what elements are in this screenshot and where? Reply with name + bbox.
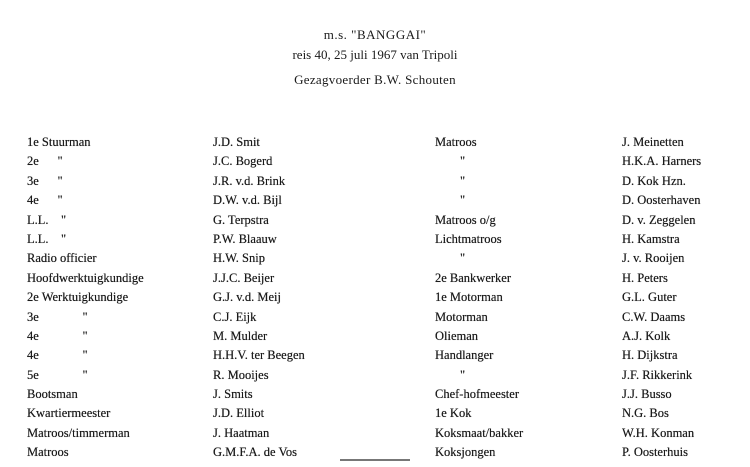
crew-name: H.K.A. Harners bbox=[622, 154, 702, 169]
crew-rank: Koksmaat/bakker bbox=[435, 425, 524, 440]
crew-name: J. Meinetten bbox=[622, 135, 684, 149]
crew-name: J.D. Smit bbox=[213, 135, 260, 149]
crew-name: G.L. Guter bbox=[622, 290, 677, 305]
crew-rank: 2e Bankwerker bbox=[435, 270, 512, 285]
crew-rank: 3e " bbox=[27, 309, 88, 324]
crew-rank: 1e Stuurman bbox=[27, 135, 91, 149]
crew-rank: L.L. " bbox=[27, 231, 67, 246]
crew-name: D. Oosterhaven bbox=[622, 193, 701, 208]
crew-rank: 1e Kok bbox=[435, 406, 472, 421]
footer-mark bbox=[340, 459, 410, 467]
crew-name: W.H. Konman bbox=[622, 425, 695, 440]
crew-rank: Bootsman bbox=[27, 387, 78, 402]
crew-name: D. Kok Hzn. bbox=[622, 173, 686, 188]
crew-name: J.R. v.d. Brink bbox=[213, 173, 286, 188]
crew-name: C.J. Eijk bbox=[213, 309, 257, 324]
crew-rank: Lichtmatroos bbox=[435, 231, 502, 246]
crew-name: A.J. Kolk bbox=[622, 328, 671, 343]
crew-rank: Hoofdwerktuigkundige bbox=[27, 270, 144, 285]
crew-rank: Matroos bbox=[27, 445, 69, 460]
crew-rank: " bbox=[435, 193, 466, 208]
crew-rank: 5e " bbox=[27, 367, 88, 382]
crew-rank: " bbox=[435, 154, 466, 169]
crew-name: J.J. Busso bbox=[622, 387, 672, 402]
crew-name: D.W. v.d. Bijl bbox=[213, 193, 282, 208]
crew-name: G.J. v.d. Meij bbox=[213, 290, 281, 305]
crew-rank: Matroos/timmerman bbox=[27, 425, 130, 440]
crew-name: J. v. Rooijen bbox=[622, 251, 685, 266]
crew-name: H. Peters bbox=[622, 270, 668, 285]
crew-rank: Koksjongen bbox=[435, 445, 496, 460]
crew-rank: 3e " bbox=[27, 173, 63, 188]
crew-name: N.G. Bos bbox=[622, 406, 669, 421]
crew-rank: Olieman bbox=[435, 328, 479, 343]
crew-name: C.W. Daams bbox=[622, 309, 686, 324]
crew-rank: Chef-hofmeester bbox=[435, 387, 519, 402]
crew-rank: 2e Werktuigkundige bbox=[27, 290, 129, 305]
crew-rank: " bbox=[435, 367, 466, 382]
crew-name: J. Haatman bbox=[213, 425, 270, 440]
crew-rank: Matroos bbox=[435, 135, 477, 149]
crew-name: J.D. Elliot bbox=[213, 406, 265, 421]
voyage-line: reis 40, 25 juli 1967 van Tripoli bbox=[292, 47, 458, 62]
crew-name: J.F. Rikkerink bbox=[622, 367, 693, 382]
ship-title: m.s. "BANGGAI" bbox=[323, 27, 427, 42]
crew-name: G. Terpstra bbox=[213, 212, 269, 227]
crew-name: D. v. Zeggelen bbox=[622, 212, 696, 227]
crew-name: J. Smits bbox=[213, 387, 253, 402]
crew-name: M. Mulder bbox=[213, 328, 268, 343]
crew-rank: Handlanger bbox=[435, 348, 494, 363]
crew-name: R. Mooijes bbox=[213, 367, 269, 382]
crew-rank: Matroos o/g bbox=[435, 212, 496, 227]
crew-name: H.H.V. ter Beegen bbox=[213, 348, 305, 363]
crew-rank: 4e " bbox=[27, 328, 88, 343]
crew-name: H. Dijkstra bbox=[622, 348, 678, 363]
crew-rank: Kwartiermeester bbox=[27, 406, 111, 421]
crew-rank: Motorman bbox=[435, 309, 488, 324]
left-ranks-column bbox=[27, 133, 207, 463]
crew-name: P. Oosterhuis bbox=[622, 445, 688, 460]
crew-rank: 1e Motorman bbox=[435, 290, 503, 305]
crew-name: H.W. Snip bbox=[213, 251, 265, 266]
right-names-column bbox=[622, 133, 747, 463]
right-ranks-column bbox=[435, 133, 615, 463]
crew-rank: " bbox=[435, 251, 466, 266]
left-names-column bbox=[213, 133, 423, 463]
crew-rank: " bbox=[435, 173, 466, 188]
crew-name: G.M.F.A. de Vos bbox=[213, 445, 297, 460]
crew-rank: L.L. " bbox=[27, 212, 67, 227]
captain-line: Gezagvoerder B.W. Schouten bbox=[294, 72, 456, 87]
crew-name: H. Kamstra bbox=[622, 231, 680, 246]
crew-rank: 4e " bbox=[27, 348, 88, 363]
crew-name: J.J.C. Beijer bbox=[213, 270, 275, 285]
crew-name: P.W. Blaauw bbox=[213, 231, 277, 246]
crew-name: J.C. Bogerd bbox=[213, 154, 273, 169]
crew-rank: 2e " bbox=[27, 154, 63, 169]
crew-rank: 4e " bbox=[27, 193, 63, 208]
crew-rank: Radio officier bbox=[27, 251, 97, 266]
